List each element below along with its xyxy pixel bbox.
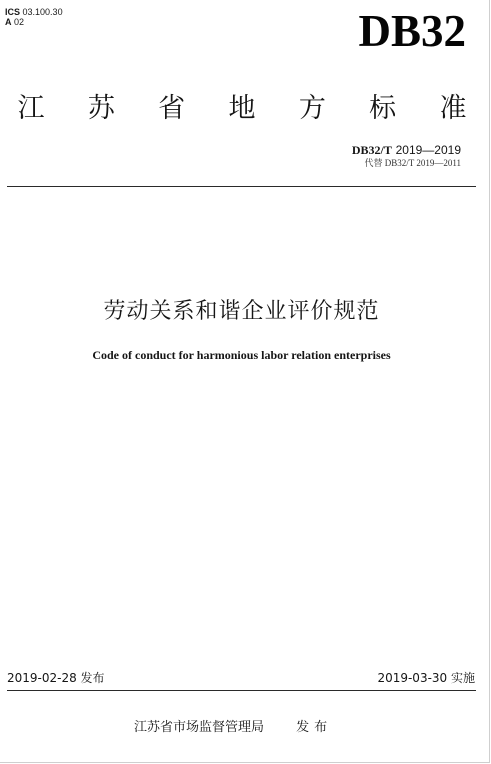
implementation-date: 2019-03-30 实施	[377, 671, 475, 685]
class-code: 02	[14, 17, 25, 27]
ics-code: 03.100.30	[22, 7, 63, 17]
title-character: 方	[298, 93, 326, 124]
top-divider	[7, 186, 476, 187]
publish-action: 发布	[296, 720, 333, 735]
standard-prefix: DB32/T	[351, 143, 392, 157]
title-character: 标	[369, 93, 397, 124]
ics-label: ICS	[5, 7, 21, 17]
title-character: 江	[17, 93, 45, 124]
title-character: 地	[228, 93, 256, 124]
ics-line	[5, 7, 63, 17]
bottom-divider	[7, 690, 476, 691]
db32-logo: DB32	[358, 6, 466, 56]
class-label: A	[5, 17, 12, 27]
class-line	[5, 17, 63, 27]
classification-codes	[5, 7, 63, 27]
chinese-document-title: 劳动关系和谐企业评价规范	[103, 299, 380, 324]
standard-number	[352, 143, 461, 157]
issue-date: 2019-02-28 发布	[7, 671, 105, 685]
jiangsu-local-standard-title	[12, 89, 472, 129]
standard-year: 2019—2019	[395, 143, 461, 157]
publisher-line	[134, 718, 332, 738]
standard-code-block	[352, 143, 461, 169]
replaces-standard: 代替 DB32/T 2019—2011	[364, 158, 461, 168]
title-character: 省	[158, 93, 186, 124]
title-character: 苏	[87, 93, 115, 124]
english-document-title: Code of conduct for harmonious labor relation enterprises	[92, 348, 391, 362]
publisher-name: 江苏省市场监督管理局	[134, 720, 265, 735]
title-character: 准	[439, 93, 467, 124]
